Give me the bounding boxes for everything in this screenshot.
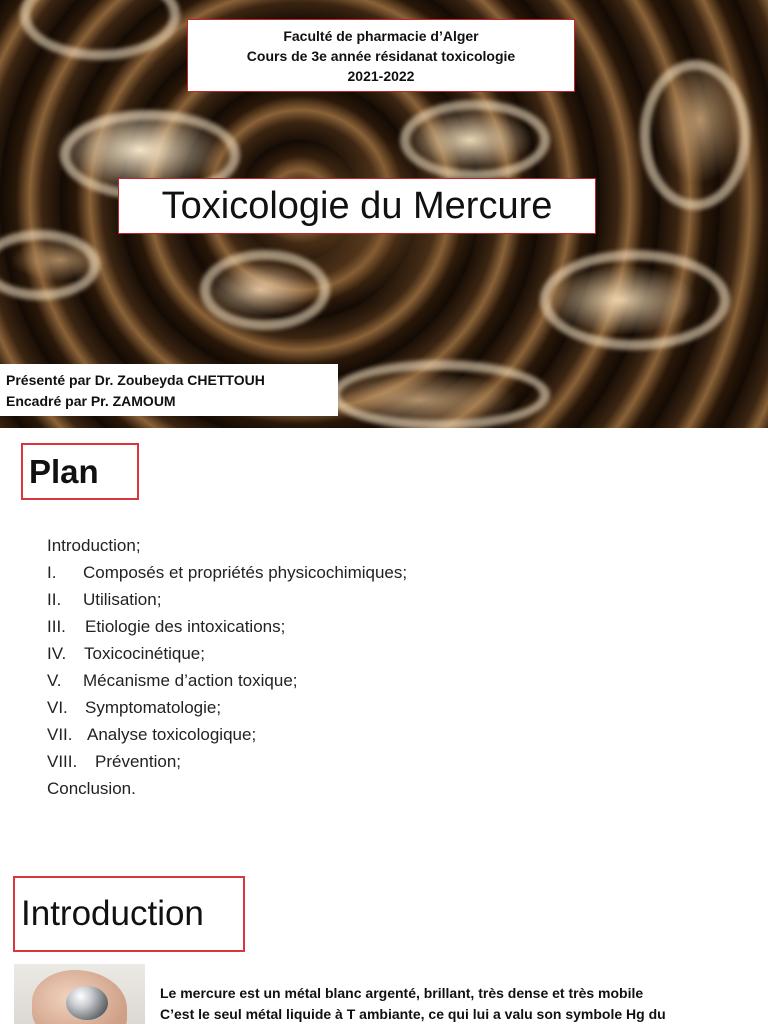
list-item: VIII. Prévention; — [47, 752, 181, 771]
liquid-metal-highlight — [640, 60, 750, 210]
plan-list — [47, 532, 407, 802]
presenter-line: Présenté par Dr. Zoubeyda CHETTOUH — [6, 372, 265, 388]
liquid-metal-highlight — [540, 250, 730, 350]
introduction-heading-box — [13, 876, 245, 952]
course-name: Cours de 3e année résidanat toxicologie — [246, 47, 516, 64]
faculty-info-box — [187, 19, 575, 92]
list-item: III. Etiologie des intoxications; — [47, 617, 286, 636]
liquid-metal-highlight — [330, 360, 550, 428]
cover-title-box — [118, 178, 596, 234]
introduction-line: Le mercure est un métal blanc argenté, brillant, très dense et très mobile — [160, 985, 644, 1001]
introduction-line: C’est le seul métal liquide à T ambiante, ce qui lui a valu son symbole Hg du — [160, 1006, 666, 1022]
plan-heading: Plan — [29, 452, 99, 490]
faculty-name: Faculté de pharmacie d’Alger — [283, 27, 479, 44]
list-item: II. Utilisation; — [47, 590, 162, 609]
liquid-metal-highlight — [400, 100, 550, 180]
presenter-box — [0, 364, 338, 416]
cover-title: Toxicologie du Mercure — [161, 184, 553, 227]
academic-year: 2021-2022 — [347, 67, 415, 84]
liquid-metal-highlight — [20, 0, 180, 60]
liquid-metal-highlight — [0, 230, 100, 300]
list-item: VI. Symptomatologie; — [47, 698, 222, 717]
list-item: I. Composés et propriétés physicochimiques; — [47, 563, 408, 582]
mercury-drop-photo — [14, 964, 145, 1024]
list-item: IV. Toxicocinétique; — [47, 644, 205, 663]
introduction-heading: Introduction — [21, 894, 204, 933]
liquid-metal-highlight — [200, 250, 330, 330]
supervisor-line: Encadré par Pr. ZAMOUM — [6, 393, 176, 409]
introduction-text — [160, 983, 760, 1024]
cover-slide — [0, 0, 768, 428]
mercury-drop-image — [66, 986, 108, 1020]
list-item: V. Mécanisme d’action toxique; — [47, 671, 298, 690]
list-item: Conclusion. — [47, 779, 136, 798]
plan-heading-box — [21, 443, 139, 500]
list-item: VII. Analyse toxicologique; — [47, 725, 257, 744]
list-item: Introduction; — [47, 536, 141, 555]
